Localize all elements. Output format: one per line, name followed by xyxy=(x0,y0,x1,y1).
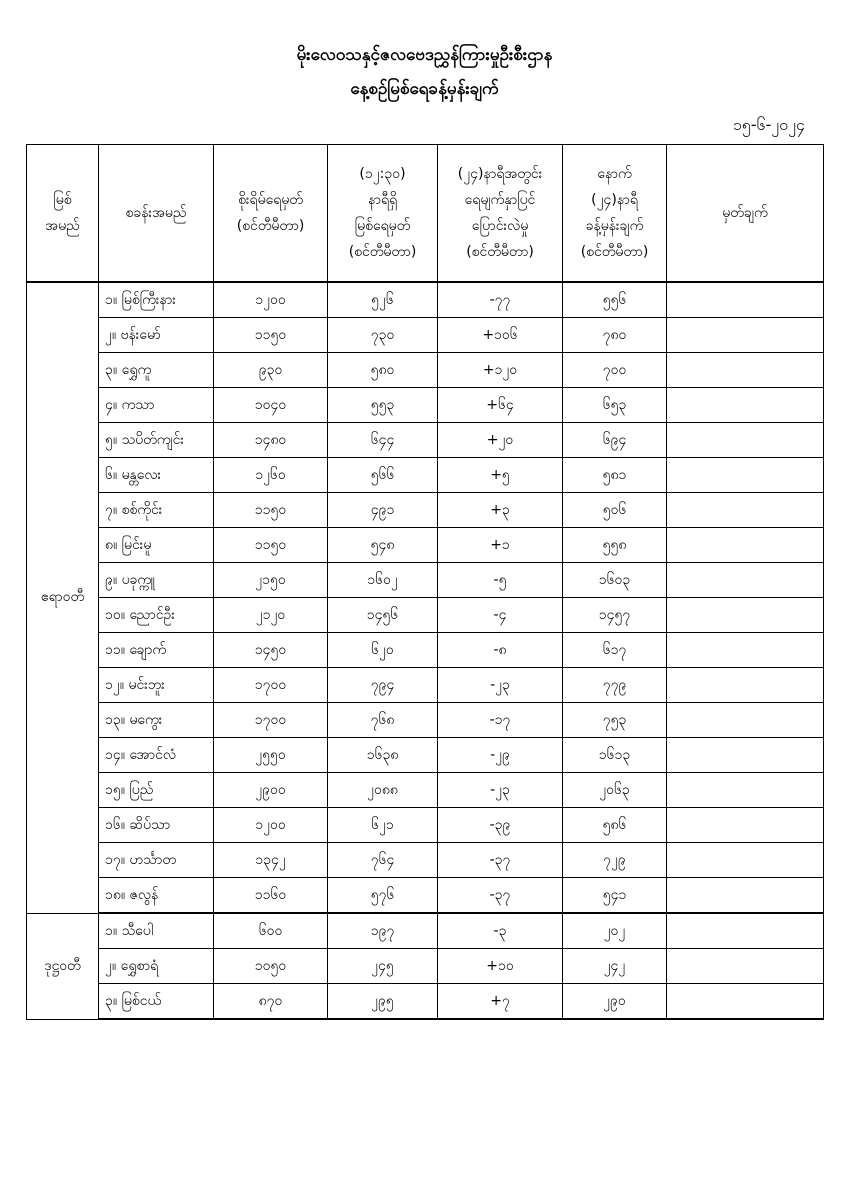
danger-level: ၁၁၅၀ xyxy=(214,528,328,563)
forecast-level: ၇၀၀ xyxy=(563,353,667,388)
current-level: ၇၆၈ xyxy=(328,703,438,738)
station-name: ၃။ မြစ်ငယ် xyxy=(99,984,214,1020)
station-name: ၅။ သပိတ်ကျင်း xyxy=(99,423,214,458)
level-change: +၆၄ xyxy=(438,388,563,423)
current-level: ၁၆၃၈ xyxy=(328,738,438,773)
forecast-level: ၆၉၄ xyxy=(563,423,667,458)
station-name: ၁၆။ ဆိပ်သာ xyxy=(99,808,214,843)
station-name: ၁၄။ အောင်လံ xyxy=(99,738,214,773)
river-name: ဒုဋ္ဌဝတီ xyxy=(27,913,99,1019)
remark xyxy=(667,738,824,773)
header-line: စခန်းအမည် xyxy=(125,205,187,221)
header-line: နောက် xyxy=(597,166,632,182)
station-name: ၁။ သီပေါ xyxy=(99,913,214,949)
remark xyxy=(667,984,824,1020)
remark xyxy=(667,528,824,563)
level-change: +၁၀၆ xyxy=(438,318,563,353)
remark xyxy=(667,878,824,914)
table-row xyxy=(27,563,824,598)
level-change: -၂၃ xyxy=(438,668,563,703)
danger-level: ၁၀၅၀ xyxy=(214,949,328,984)
danger-level: ၁၀၄၀ xyxy=(214,388,328,423)
forecast-level: ၁၆၀၃ xyxy=(563,563,667,598)
remark xyxy=(667,949,824,984)
station-name: ၉။ ပခုက္ကူ xyxy=(99,563,214,598)
level-change: -၃ xyxy=(438,913,563,949)
danger-level: ၁၄၅၀ xyxy=(214,633,328,668)
level-change: +၇ xyxy=(438,984,563,1020)
station-name: ၇။ စစ်ကိုင်း xyxy=(99,493,214,528)
station-name: ၁၅။ ပြည် xyxy=(99,773,214,808)
current-level: ၅၂၆ xyxy=(328,282,438,318)
current-level: ၂၄၅ xyxy=(328,949,438,984)
station-name: ၈။ မြင်းမူ xyxy=(99,528,214,563)
danger-level: ၁၂၀၀ xyxy=(214,282,328,318)
river-forecast-table xyxy=(26,144,824,1020)
current-level: ၆၂၁ xyxy=(328,808,438,843)
header-remark xyxy=(667,145,824,283)
station-name: ၃။ ရွှေကူ xyxy=(99,353,214,388)
remark xyxy=(667,353,824,388)
danger-level: ၁၁၆၀ xyxy=(214,878,328,914)
danger-level: ၁၂၆၀ xyxy=(214,458,328,493)
danger-level: ၁၂၀၀ xyxy=(214,808,328,843)
page-title: မိုးလေဝသနှင့်ဇလဗေဒညွှန်ကြားမှုဦးစီးဌာန xyxy=(296,45,553,65)
forecast-level: ၅၅၆ xyxy=(563,282,667,318)
danger-level: ၂၁၅၀ xyxy=(214,563,328,598)
forecast-level: ၅၈၁ xyxy=(563,458,667,493)
level-change: +၃ xyxy=(438,493,563,528)
header-line: စိုးရိမ်ရေမှတ် xyxy=(238,192,303,208)
remark xyxy=(667,808,824,843)
header-line: မြစ် xyxy=(53,192,72,208)
table-row xyxy=(27,633,824,668)
danger-level: ၁၇၀၀ xyxy=(214,703,328,738)
station-name: ၁၃။ မကွေး xyxy=(99,703,214,738)
station-name: ၁၁။ ချောက် xyxy=(99,633,214,668)
header-line: ရေမျက်နှာပြင် xyxy=(464,192,536,208)
station-name: ၆။ မန္တလေး xyxy=(99,458,214,493)
table-row xyxy=(27,493,824,528)
forecast-level: ၇၅၃ xyxy=(563,703,667,738)
table-row xyxy=(27,808,824,843)
table-row xyxy=(27,353,824,388)
header-line: နာရီရှိ xyxy=(367,192,398,208)
remark xyxy=(667,598,824,633)
remark xyxy=(667,773,824,808)
forecast-level: ၂၀၆၃ xyxy=(563,773,667,808)
page-subtitle: နေ့စဉ်မြစ်ရေခန့်မှန်းချက် xyxy=(350,79,499,99)
remark xyxy=(667,668,824,703)
header-line: ပြောင်းလဲမှု xyxy=(471,218,529,234)
level-change: +၁၂၀ xyxy=(438,353,563,388)
table-row xyxy=(27,598,824,633)
remark xyxy=(667,458,824,493)
forecast-level: ၇၇၉ xyxy=(563,668,667,703)
level-change: -၂၉ xyxy=(438,738,563,773)
header-line: ခန့်မှန်းချက် xyxy=(585,218,644,234)
forecast-level: ၂၀၂ xyxy=(563,913,667,949)
forecast-level: ၁၄၅၇ xyxy=(563,598,667,633)
table-body xyxy=(27,282,824,1019)
table-row xyxy=(27,388,824,423)
remark xyxy=(667,843,824,878)
table-row xyxy=(27,318,824,353)
current-level: ၂၀၈၈ xyxy=(328,773,438,808)
table-row xyxy=(27,878,824,914)
remark xyxy=(667,318,824,353)
current-level: ၂၉၅ xyxy=(328,984,438,1020)
forecast-level: ၆၁၇ xyxy=(563,633,667,668)
header-line: (၂၄)နာရီ xyxy=(591,192,638,208)
table-row xyxy=(27,528,824,563)
level-change: -၃၉ xyxy=(438,808,563,843)
level-change: -၃၇ xyxy=(438,878,563,914)
table-row xyxy=(27,668,824,703)
header-forecast xyxy=(563,145,667,283)
level-change: -၄ xyxy=(438,598,563,633)
level-change: +၂၀ xyxy=(438,423,563,458)
station-name: ၂။ ဗန်းမော် xyxy=(99,318,214,353)
table-row xyxy=(27,738,824,773)
header-line: မြစ်ရေမှတ် xyxy=(354,218,411,234)
level-change: +၁ xyxy=(438,528,563,563)
current-level: ၇၃၀ xyxy=(328,318,438,353)
station-name: ၁၇။ ဟင်္သာတ xyxy=(99,843,214,878)
remark xyxy=(667,563,824,598)
header-station xyxy=(99,145,214,283)
danger-level: ၁၇၀၀ xyxy=(214,668,328,703)
remark xyxy=(667,633,824,668)
remark xyxy=(667,703,824,738)
header-line: အမည် xyxy=(45,218,80,234)
river-name: ဧရာဝတီ xyxy=(27,282,99,913)
table-header-row xyxy=(27,145,824,283)
table-row xyxy=(27,458,824,493)
forecast-level: ၅၈၆ xyxy=(563,808,667,843)
danger-level: ၂၁၂၀ xyxy=(214,598,328,633)
danger-level: ၂၅၅၀ xyxy=(214,738,328,773)
header-river xyxy=(27,145,99,283)
station-name: ၂။ ရွှေစာရံ xyxy=(99,949,214,984)
current-level: ၆၂၀ xyxy=(328,633,438,668)
station-name: ၁။ မြစ်ကြီးနား xyxy=(99,282,214,318)
table-row xyxy=(27,773,824,808)
table-row xyxy=(27,423,824,458)
station-name: ၁၀။ ညောင်ဦး xyxy=(99,598,214,633)
level-change: +၅ xyxy=(438,458,563,493)
header-line: (စင်တီမီတာ) xyxy=(580,244,649,260)
table-row xyxy=(27,984,824,1020)
header-line: မှတ်ချက် xyxy=(722,205,768,221)
danger-level: ၁၁၅၀ xyxy=(214,493,328,528)
danger-level: ၁၄၈၀ xyxy=(214,423,328,458)
report-date: ၁၅-၆-၂၀၂၄ xyxy=(732,115,805,134)
remark xyxy=(667,493,824,528)
danger-level: ၂၉၀၀ xyxy=(214,773,328,808)
forecast-level: ၂၉၀ xyxy=(563,984,667,1020)
danger-level: ၆၀၀ xyxy=(214,913,328,949)
danger-level: ၈၇၀ xyxy=(214,984,328,1020)
header-current-level xyxy=(328,145,438,283)
forecast-level: ၅၀၆ xyxy=(563,493,667,528)
level-change: -၁၇ xyxy=(438,703,563,738)
level-change: -၈ xyxy=(438,633,563,668)
table-row xyxy=(27,949,824,984)
current-level: ၄၉၁ xyxy=(328,493,438,528)
station-name: ၁၂။ မင်းဘူး xyxy=(99,668,214,703)
header-line: (၁၂:၃၀) xyxy=(359,166,406,182)
level-change: -၂၃ xyxy=(438,773,563,808)
current-level: ၆၄၄ xyxy=(328,423,438,458)
forecast-level: ၅၅၈ xyxy=(563,528,667,563)
remark xyxy=(667,388,824,423)
current-level: ၁၉၇ xyxy=(328,913,438,949)
current-level: ၅၄၈ xyxy=(328,528,438,563)
current-level: ၁၄၅၆ xyxy=(328,598,438,633)
remark xyxy=(667,282,824,318)
danger-level: ၁၃၄၂ xyxy=(214,843,328,878)
danger-level: ၁၁၅၀ xyxy=(214,318,328,353)
forecast-level: ၂၄၂ xyxy=(563,949,667,984)
remark xyxy=(667,913,824,949)
forecast-level: ၇၈၀ xyxy=(563,318,667,353)
table-row xyxy=(27,282,824,318)
station-name: ၁၈။ ဇလွန် xyxy=(99,878,214,914)
current-level: ၅၅၃ xyxy=(328,388,438,423)
table-row xyxy=(27,703,824,738)
level-change: -၅ xyxy=(438,563,563,598)
current-level: ၁၆၀၂ xyxy=(328,563,438,598)
header-line: (စင်တီမီတာ) xyxy=(466,244,534,260)
current-level: ၅၇၆ xyxy=(328,878,438,914)
danger-level: ၉၃၀ xyxy=(214,353,328,388)
current-level: ၅၆၆ xyxy=(328,458,438,493)
forecast-level: ၇၂၉ xyxy=(563,843,667,878)
header-line: (စင်တီမီတာ) xyxy=(236,218,305,234)
level-change: -၃၇ xyxy=(438,843,563,878)
header-line: (စင်တီမီတာ) xyxy=(348,244,417,260)
current-level: ၇၉၄ xyxy=(328,668,438,703)
level-change: +၁၀ xyxy=(438,949,563,984)
header-danger-level xyxy=(214,145,328,283)
forecast-level: ၅၄၁ xyxy=(563,878,667,914)
forecast-level: ၆၅၃ xyxy=(563,388,667,423)
header-change xyxy=(438,145,563,283)
current-level: ၅၈၀ xyxy=(328,353,438,388)
forecast-level: ၁၆၁၃ xyxy=(563,738,667,773)
current-level: ၇၆၄ xyxy=(328,843,438,878)
level-change: -၇၇ xyxy=(438,282,563,318)
station-name: ၄။ ကသာ xyxy=(99,388,214,423)
table-row xyxy=(27,843,824,878)
header-line: (၂၄)နာရီအတွင်း xyxy=(457,166,543,182)
table-row xyxy=(27,913,824,949)
remark xyxy=(667,423,824,458)
